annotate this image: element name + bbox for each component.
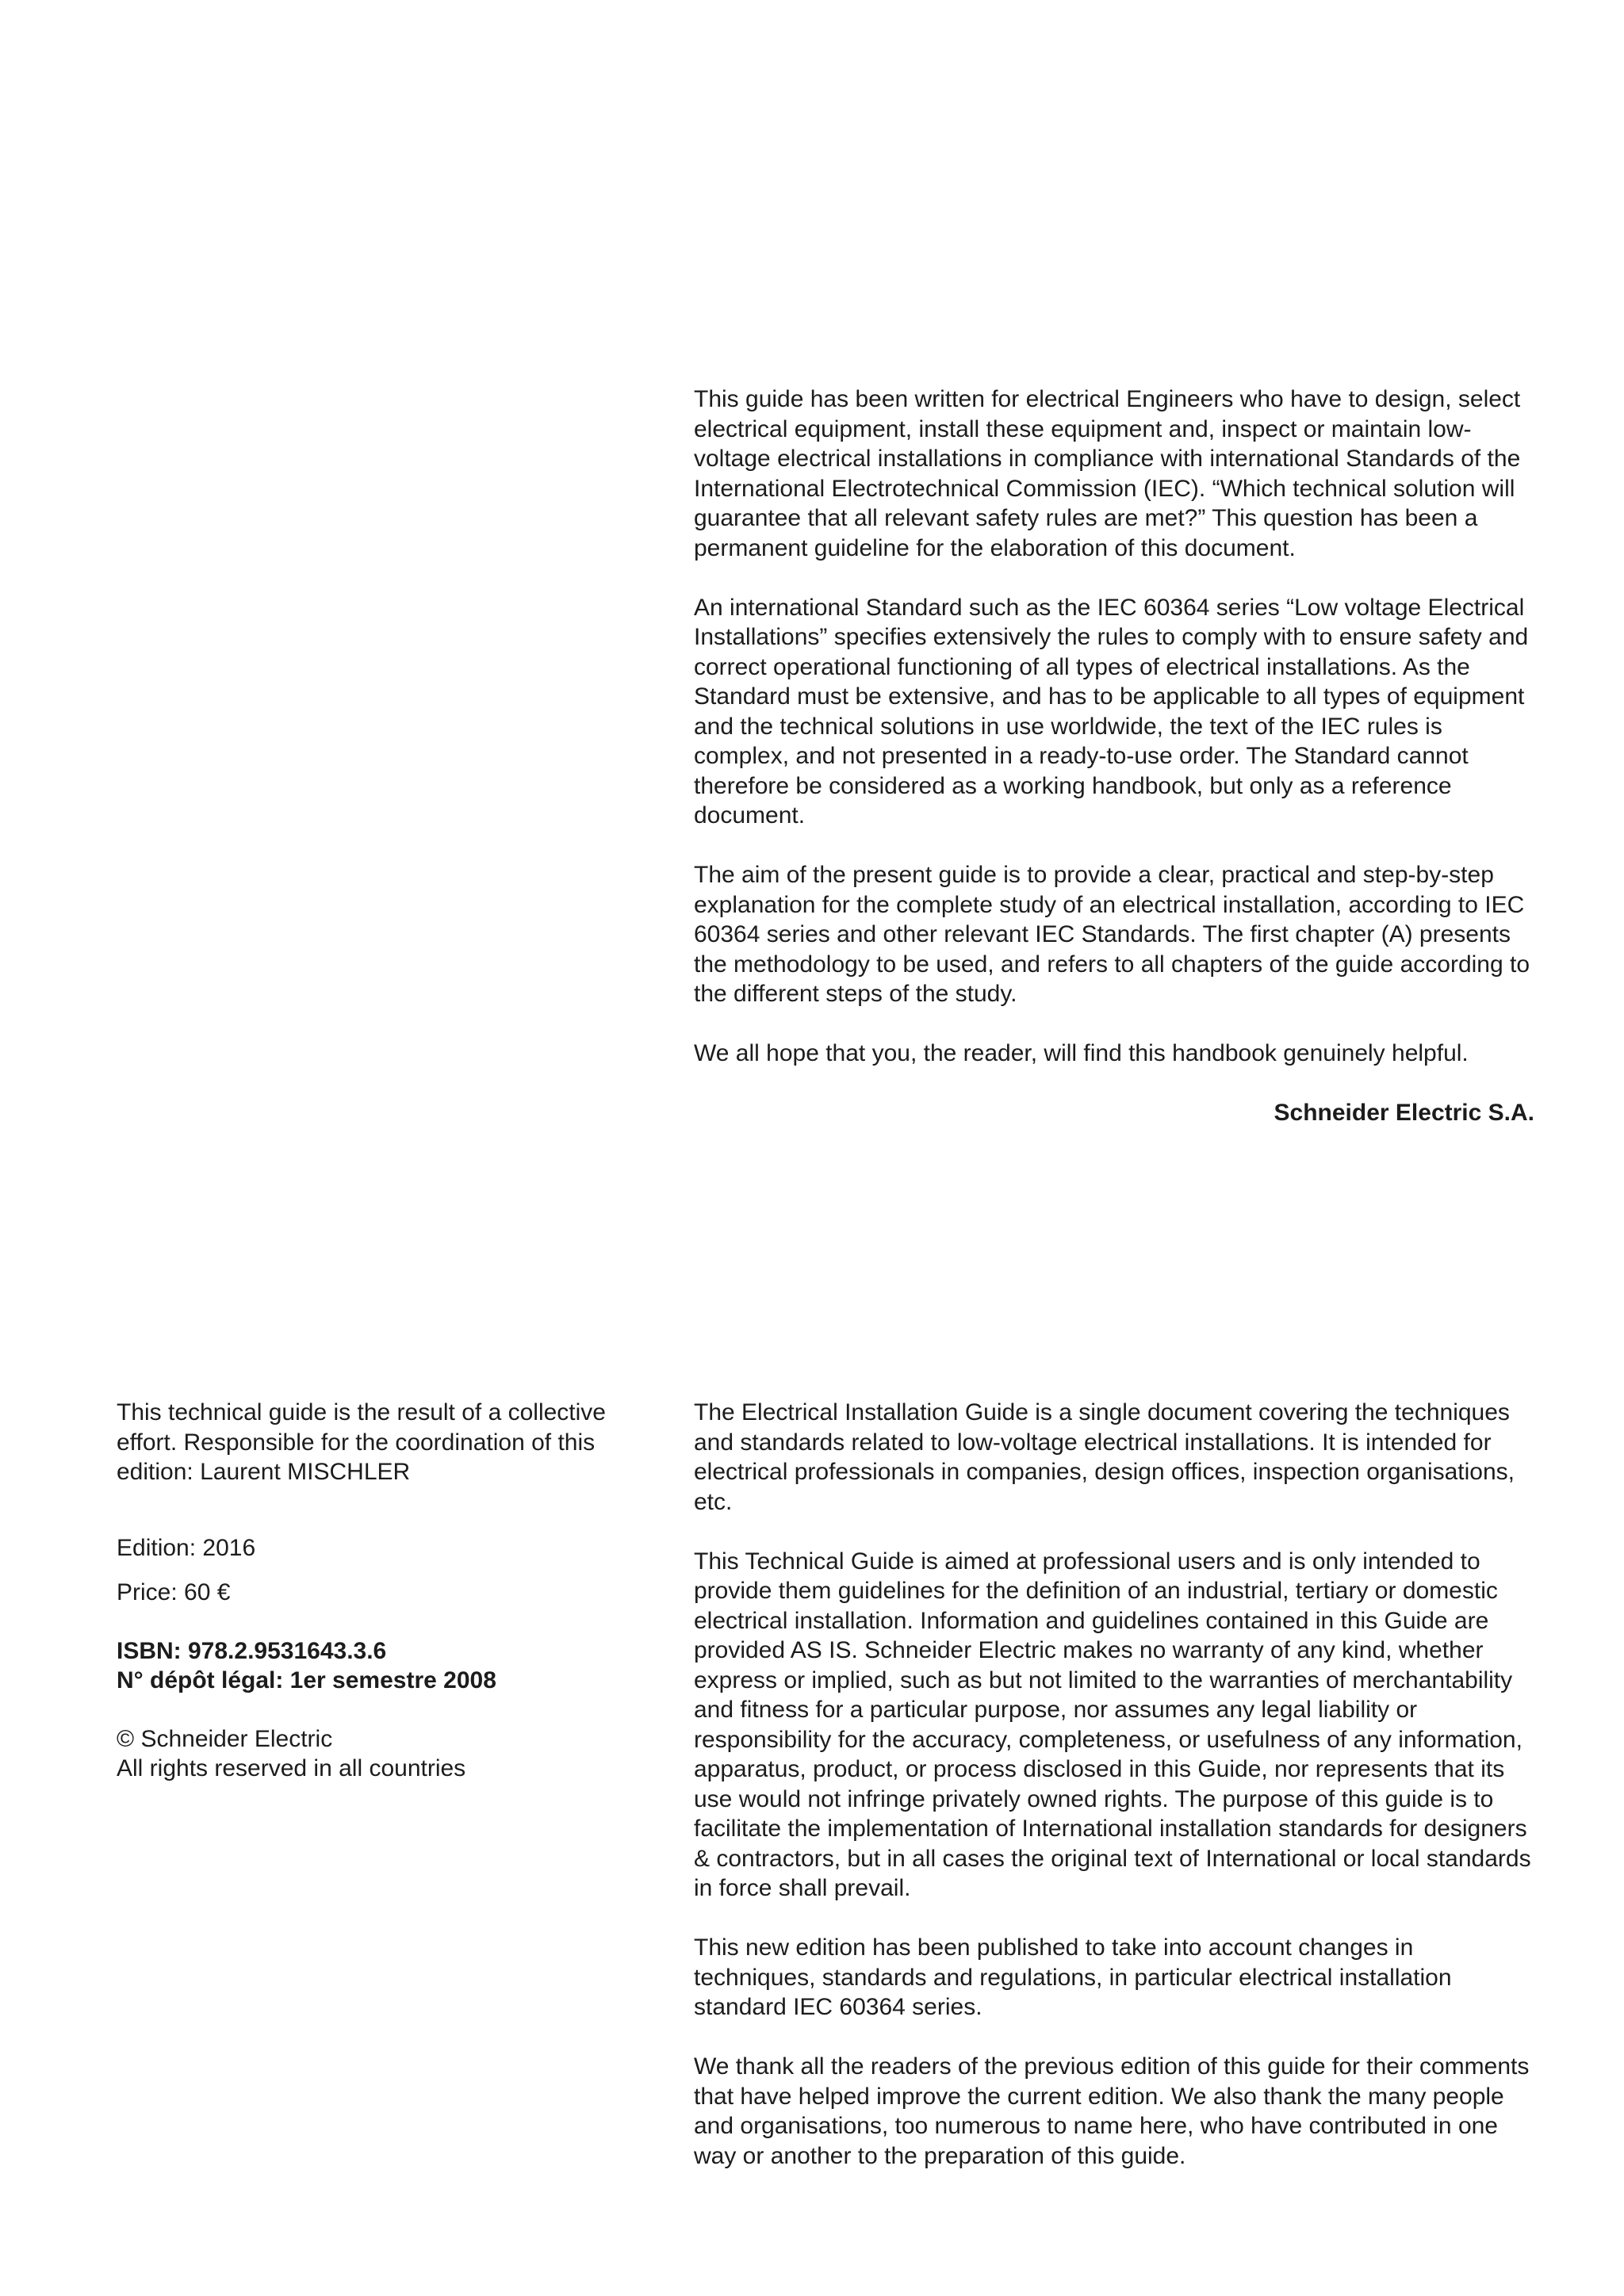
rights-text: All rights reserved in all countries (117, 1755, 466, 1781)
credits-text: This technical guide is the result of a collective effort. Responsible for the coordination of this edition: Laurent MISCHLER (117, 1399, 606, 1485)
legal-deposit-text: N° dépôt légal: 1er semestre 2008 (117, 1667, 496, 1693)
about-paragraph: We thank all the readers of the previous edition of this guide for their comments that have helped improve the current edition. We also thank the many people and organisations, too numerous to name here, who have contributed in one way or another to the preparation of this guide. (694, 2053, 1530, 2169)
isbn-text: ISBN: 978.2.9531643.3.6 (117, 1637, 387, 1664)
foreword-paragraph: We all hope that you, the reader, will find this handbook genuinely helpful. (694, 1040, 1469, 1066)
copyright-text: © Schneider Electric (117, 1725, 333, 1752)
about-paragraph: This new edition has been published to take into account changes in techniques, standards and regulations, in particular electrical installation standard IEC 60364 series. (694, 1934, 1452, 2020)
about-paragraph: This Technical Guide is aimed at professional users and is only intended to provide them guidelines for the definition of an industrial, tertiary or domestic electrical installation. Information and guidelines contained in this Guide are provided AS IS. Schneider Electric makes no warranty of any kind, whether express or implied, such as but not limited to the warranties of merchantability and fitness for a particular purpose, nor assumes any legal liability or responsibility for the accuracy, completeness, or usefulness of any information, apparatus, product, or process disclosed in this Guide, nor represents that its use would not infringe privately owned rights. The purpose of this guide is to facilitate the implementation of International installation standards for designers & contractors, but in all cases the original text of International or local standards in force shall prevail. (694, 1548, 1531, 1901)
foreword-signature: Schneider Electric S.A. (1274, 1100, 1534, 1126)
colophon-section (117, 1398, 640, 1784)
foreword-paragraph: The aim of the present guide is to provide a clear, practical and step-by-step explanation for the complete study of an electrical installation, according to IEC 60364 series and other relevant IEC Standards. The first chapter (A) presents the methodology to be used, and refers to all chapters of the guide according to the different steps of the study. (694, 862, 1530, 1007)
foreword-paragraph: An international Standard such as the IEC 60364 series “Low voltage Electrical Installations” specifies extensively the rules to comply with to ensure safety and correct operational functioning of all types of electrical installations. As the Standard must be extensive, and has to be applicable to all types of equipment and the technical solutions in use worldwide, the text of the IEC rules is complex, and not presented in a ready-to-use order. The Standard cannot therefore be considered as a working handbook, but only as a reference document. (694, 594, 1529, 828)
edition-text: Edition: 2016 (117, 1534, 256, 1561)
about-paragraph: The Electrical Installation Guide is a single document covering the techniques and standards related to low-voltage electrical installations. It is intended for electrical professionals in companies, design offices, inspection organisations, etc. (694, 1399, 1515, 1515)
foreword-section (694, 385, 1534, 1128)
price-text: Price: 60 € (117, 1579, 231, 1605)
foreword-paragraph: This guide has been written for electrical Engineers who have to design, select electrical equipment, install these equipment and, inspect or maintain low-voltage electrical installations in compliance with international Standards of the International Electrotechnical Commission (IEC). “Which technical solution will guarantee that all relevant safety rules are met?” This question has been a permanent guideline for the elaboration of this document. (694, 386, 1521, 561)
about-section (694, 1398, 1534, 2171)
